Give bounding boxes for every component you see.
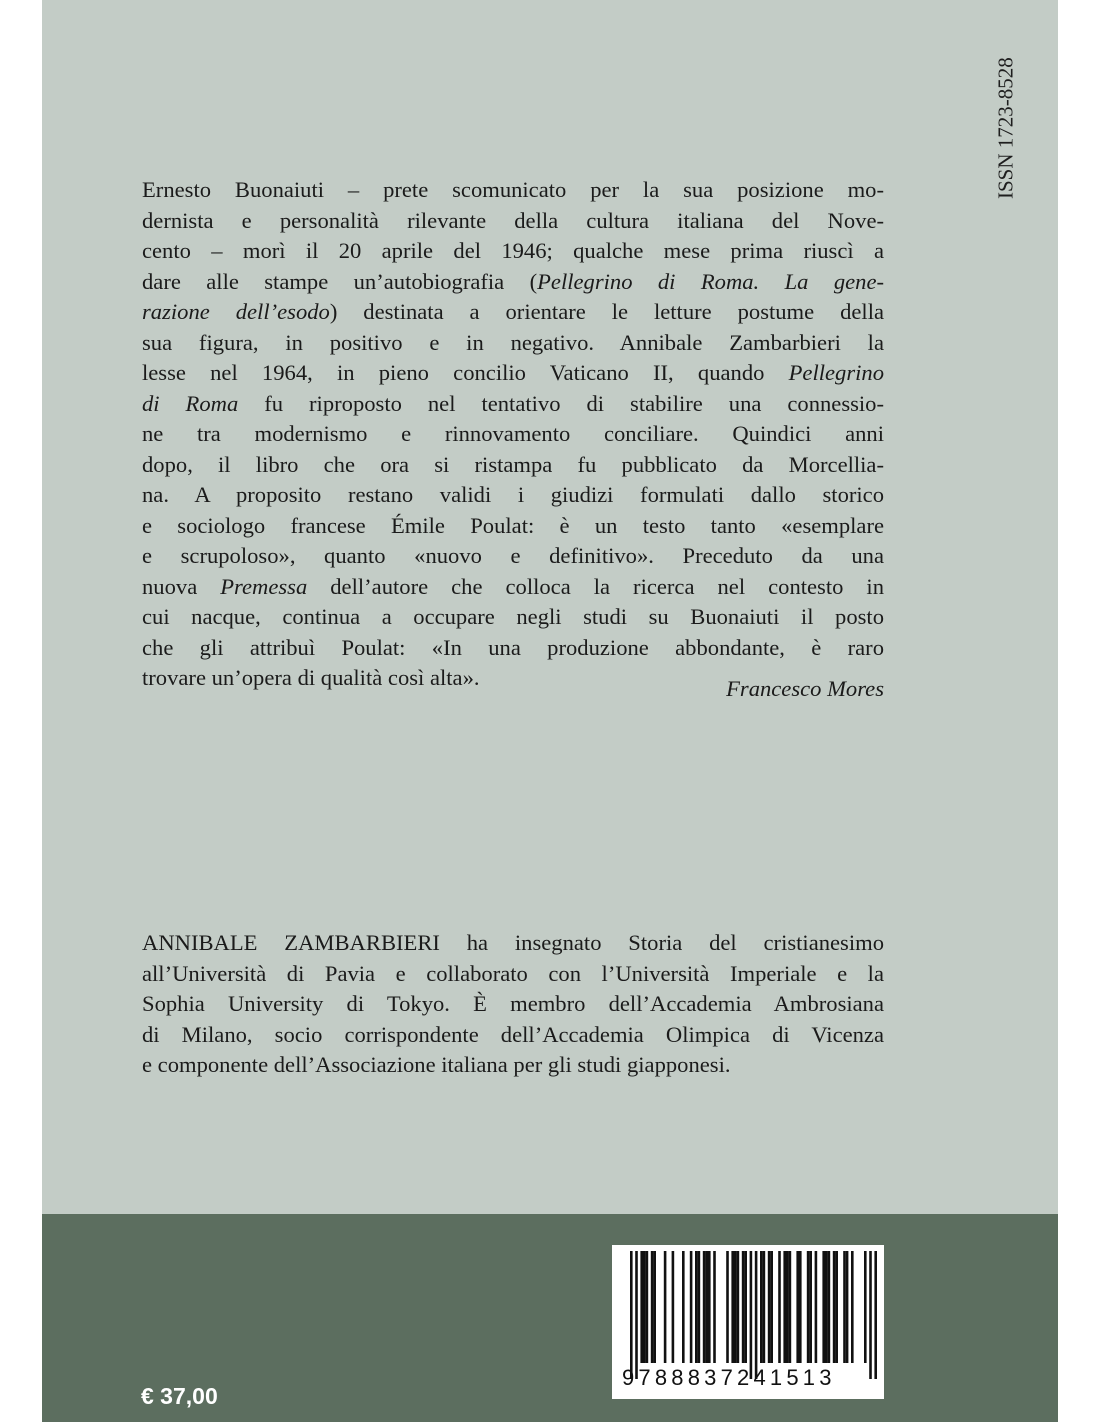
bio-line: ANNIBALE ZAMBARBIERI ha insegnato Storia del cristianesimo bbox=[142, 930, 884, 955]
barcode-bar bbox=[703, 1251, 706, 1363]
blurb-text-run: cento – morì il 20 aprile del 1946; qualche mese prima riuscì a bbox=[142, 238, 884, 263]
blurb-italic-text: razione dell’esodo bbox=[142, 299, 330, 324]
bio-line: Sophia University di Tokyo. È membro dell’Accademia Ambrosiana bbox=[142, 991, 884, 1016]
blurb-text-run: na. A proposito restano validi i giudizi formulati dallo storico bbox=[142, 482, 884, 507]
barcode-bar bbox=[651, 1251, 654, 1363]
barcode-bar bbox=[726, 1251, 729, 1363]
blurb-line bbox=[142, 419, 884, 450]
blurb-text-run: trovare un’opera di qualità così alta». bbox=[142, 665, 480, 690]
blurb-italic-text: di Roma bbox=[142, 390, 239, 416]
barcode-bar bbox=[789, 1251, 792, 1363]
blurb-text-run: lesse nel 1964, in pieno concilio Vaticano II, quando bbox=[142, 360, 789, 385]
barcode-bar bbox=[796, 1251, 799, 1363]
barcode-number: 9788837241513 bbox=[622, 1365, 836, 1390]
blurb-italic-text: Premessa bbox=[220, 573, 308, 599]
barcode-bar bbox=[695, 1251, 698, 1363]
barcode-bar bbox=[731, 1251, 734, 1363]
barcode-bar bbox=[760, 1251, 763, 1363]
barcode-bar bbox=[843, 1251, 846, 1363]
blurb-line bbox=[142, 297, 884, 328]
barcode-bar bbox=[664, 1251, 667, 1363]
barcode-bar bbox=[768, 1251, 771, 1363]
barcode-bar bbox=[851, 1251, 854, 1363]
blurb-text-run: dopo, il libro che ora si ristampa fu pubblicato da Morcellia- bbox=[142, 451, 884, 477]
blurb-text-run: ) destinata a orientare le letture postume della bbox=[329, 299, 884, 324]
blurb-text bbox=[142, 175, 884, 694]
blurb-text-run: cui nacque, continua a occupare negli studi su Buonaiuti il posto bbox=[142, 604, 884, 629]
barcode-bar bbox=[835, 1251, 838, 1363]
blurb-line bbox=[142, 175, 884, 206]
barcode-bar bbox=[763, 1251, 766, 1363]
price-label: € 37,00 bbox=[141, 1383, 218, 1409]
barcode-bar bbox=[672, 1251, 675, 1363]
blurb-italic-text: Pellegrino di Roma. La gene- bbox=[537, 268, 885, 294]
blurb-line bbox=[142, 602, 884, 633]
blurb-text-run: ne tra modernismo e rinnovamento conciliare. Quindici anni bbox=[142, 421, 884, 446]
barcode-bar bbox=[783, 1251, 786, 1363]
barcode-bar bbox=[708, 1251, 711, 1363]
barcode-bar bbox=[770, 1251, 773, 1363]
barcode-bar bbox=[705, 1251, 708, 1363]
barcode-bar bbox=[630, 1251, 633, 1379]
barcode-bar bbox=[825, 1251, 828, 1363]
barcode-bar bbox=[786, 1251, 789, 1363]
barcode-bar bbox=[713, 1251, 716, 1363]
barcode-bar bbox=[874, 1251, 877, 1379]
blurb-text-run: e scrupoloso», quanto «nuovo e definitivo». Preceduto da una bbox=[142, 543, 884, 568]
barcode-bar bbox=[646, 1251, 649, 1363]
author-bio bbox=[142, 928, 884, 1081]
barcode-bar bbox=[799, 1251, 802, 1363]
barcode-bar bbox=[828, 1251, 831, 1363]
barcode-bar bbox=[809, 1251, 812, 1363]
blurb-line bbox=[142, 511, 884, 542]
barcode-bar bbox=[742, 1251, 745, 1363]
blurb-line bbox=[142, 572, 884, 603]
barcode-bar bbox=[737, 1251, 740, 1363]
barcode-bar bbox=[635, 1251, 638, 1379]
blurb-line bbox=[142, 358, 884, 389]
barcode-bar bbox=[698, 1251, 701, 1363]
barcode-bar bbox=[755, 1251, 758, 1379]
issn-label: ISSN 1723-8528 bbox=[993, 57, 1018, 199]
bio-line: e componente dell’Associazione italiana per gli studi giapponesi. bbox=[142, 1052, 731, 1077]
blurb-line bbox=[142, 389, 884, 420]
blurb-text-run: e sociologo francese Émile Poulat: è un testo tanto «esemplare bbox=[142, 512, 884, 538]
bio-line: di Milano, socio corrispondente dell’Accademia Olimpica di Vicenza bbox=[142, 1021, 884, 1047]
blurb-line bbox=[142, 328, 884, 359]
blurb-line bbox=[142, 541, 884, 572]
blurb-signature: Francesco Mores bbox=[726, 676, 884, 701]
blurb-text-run: dare alle stampe un’autobiografia ( bbox=[142, 268, 538, 294]
blurb-line bbox=[142, 450, 884, 481]
barcode-bar bbox=[822, 1251, 825, 1363]
barcode-bar bbox=[750, 1251, 753, 1379]
barcode-bar bbox=[833, 1251, 836, 1363]
barcode-bar bbox=[653, 1251, 656, 1363]
blurb-line bbox=[142, 267, 884, 298]
barcode-bar bbox=[643, 1251, 646, 1363]
blurb-text-run: dell’autore che colloca la ricerca nel contesto in bbox=[307, 573, 884, 599]
blurb-line bbox=[142, 480, 884, 511]
blurb-text-run: Ernesto Buonaiuti – prete scomunicato per la sua posizione mo- bbox=[142, 177, 884, 202]
blurb-line bbox=[142, 633, 884, 664]
blurb-italic-text: Pellegrino bbox=[788, 360, 884, 385]
blurb-line bbox=[142, 236, 884, 267]
barcode-bar bbox=[807, 1251, 810, 1363]
blurb-text-run: fu riproposto nel tentativo di stabilire una connessio- bbox=[238, 390, 884, 416]
barcode-bar bbox=[690, 1251, 693, 1363]
barcode bbox=[612, 1245, 884, 1399]
barcode-bar bbox=[778, 1251, 781, 1363]
barcode-bar bbox=[734, 1251, 737, 1363]
barcode-bar bbox=[744, 1251, 747, 1363]
barcode-bar bbox=[682, 1251, 685, 1363]
blurb-text-run: nuova bbox=[142, 573, 221, 599]
blurb-text-run: dernista e personalità rilevante della cultura italiana del Nove- bbox=[142, 207, 884, 233]
barcode-bar bbox=[815, 1251, 818, 1363]
blurb-line bbox=[142, 206, 884, 237]
barcode-bar bbox=[640, 1251, 643, 1363]
blurb-text-run: sua figura, in positivo e in negativo. Annibale Zambarbieri la bbox=[142, 329, 884, 355]
bio-line: all’Università di Pavia e collaborato con l’Università Imperiale e la bbox=[142, 960, 884, 986]
barcode-bar bbox=[869, 1251, 872, 1379]
blurb-text-run: che gli attribuì Poulat: «In una produzione abbondante, è raro bbox=[142, 634, 884, 660]
barcode-bar bbox=[864, 1251, 867, 1363]
barcode-bar bbox=[846, 1251, 849, 1363]
